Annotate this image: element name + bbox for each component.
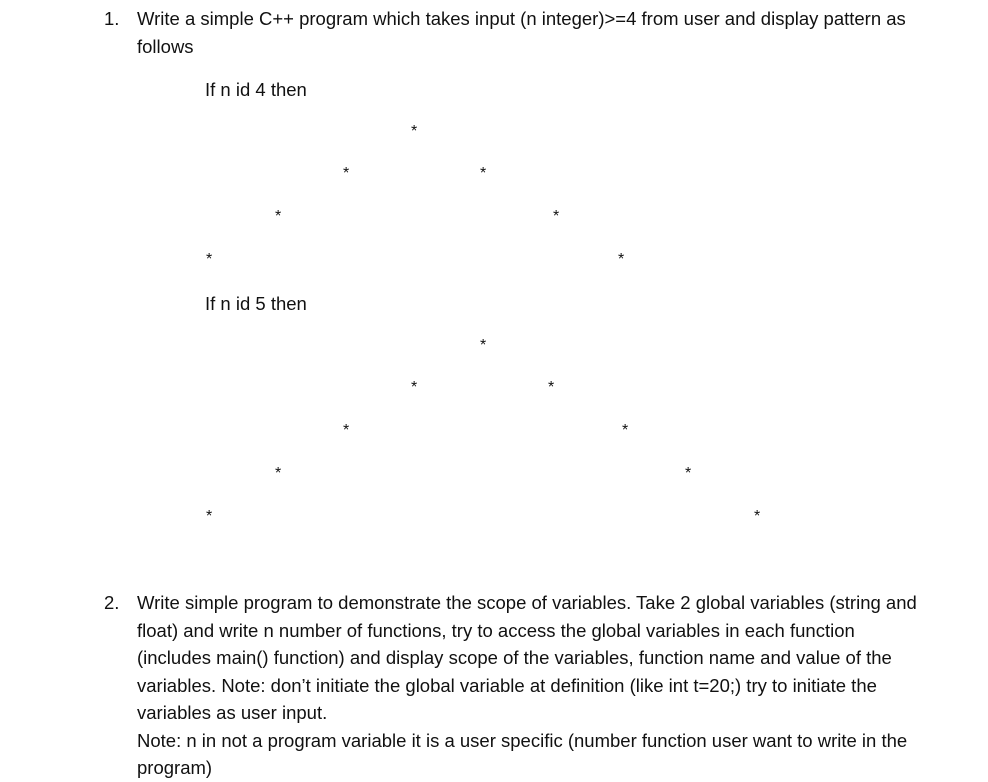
star: * bbox=[206, 508, 213, 525]
q1-text bbox=[137, 5, 906, 60]
star: * bbox=[618, 251, 625, 268]
example-n4-label: If n id 4 then bbox=[205, 79, 307, 100]
q1-line: follows bbox=[137, 35, 194, 57]
star: * bbox=[343, 165, 350, 182]
q2-line: variables. Note: don’t initiate the global variable at definition (like int t=20;) try to initiate the bbox=[137, 674, 877, 696]
q2-line: variables as user input. bbox=[137, 702, 328, 723]
q1-line: Write a simple C++ program which takes input (n integer)>=4 from user and display pattern as bbox=[137, 8, 906, 29]
star: * bbox=[553, 208, 560, 225]
q2-line: (includes main() function) and display scope of the variables, function name and value of the bbox=[137, 647, 892, 668]
star: * bbox=[275, 208, 282, 225]
star: * bbox=[343, 422, 350, 439]
q2-line: Note: n in not a program variable it is a user specific (number function user want to write in the bbox=[137, 729, 908, 751]
q2-text bbox=[137, 589, 917, 782]
q2-line: float) and write n number of functions, try to access the global variables in each function bbox=[137, 619, 855, 641]
star: * bbox=[622, 422, 629, 439]
star: * bbox=[411, 123, 418, 140]
star: * bbox=[754, 508, 761, 525]
example-n5-label: If n id 5 then bbox=[205, 293, 307, 314]
q2-line: Write simple program to demonstrate the scope of variables. Take 2 global variables (string and bbox=[137, 592, 917, 613]
star: * bbox=[206, 251, 213, 268]
q2-number: 2. bbox=[104, 592, 120, 613]
star: * bbox=[411, 379, 418, 396]
star: * bbox=[548, 379, 555, 396]
star: * bbox=[480, 337, 487, 354]
star: * bbox=[480, 165, 487, 182]
star: * bbox=[275, 465, 282, 482]
q1-number: 1. bbox=[104, 8, 120, 29]
q2-line: program) bbox=[137, 757, 213, 778]
star: * bbox=[685, 465, 692, 482]
